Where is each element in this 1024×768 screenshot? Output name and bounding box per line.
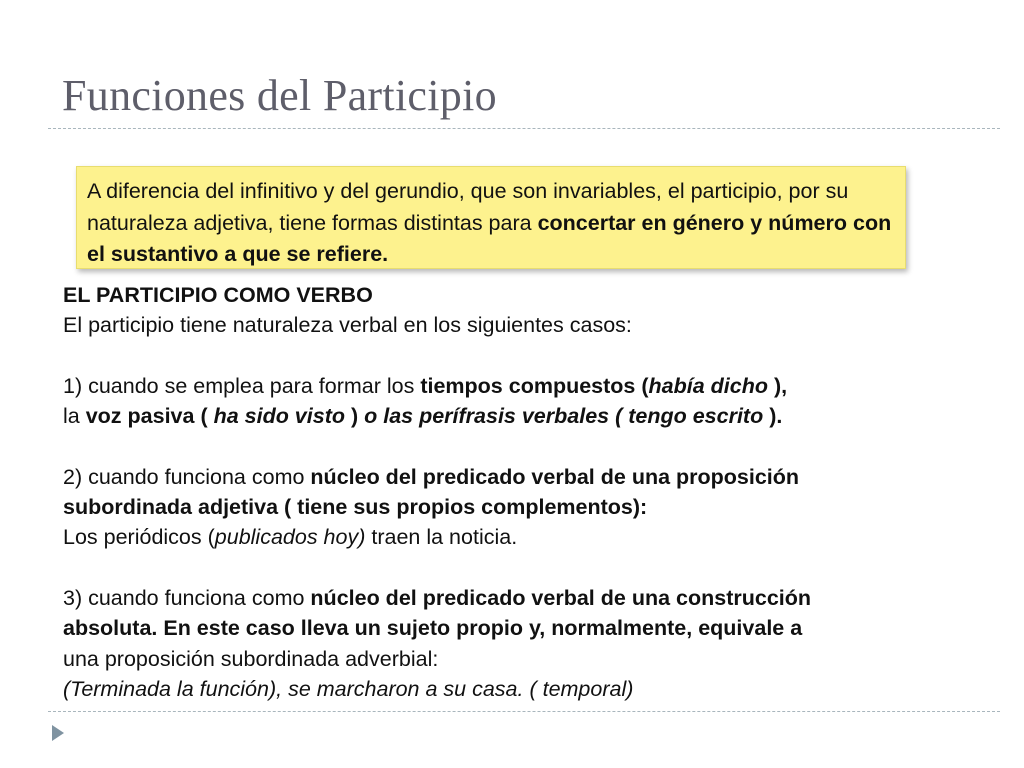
item1-italic-2: ha sido visto [213, 404, 351, 429]
callout-text-bold: concertar en género y número con el sustantivo a que se refiere. [87, 210, 892, 266]
item2-bold-1: núcleo del predicado verbal de una proposición [310, 464, 800, 489]
item2-example [63, 522, 943, 552]
item3-example-italic: (Terminada la función), se marcharon a su casa. ( temporal) [63, 676, 634, 701]
item3-bold-2: absoluta. En este caso lleva un sujeto propio y, normalmente, equivale a [63, 616, 803, 641]
footer-divider [48, 711, 1000, 712]
callout-text: A diferencia del infinitivo y del gerundio, que son invariables, el participio, por su naturaleza adjetiva, tiene formas distintas para [87, 179, 849, 235]
item1-bold-1: tiempos compuestos ( [420, 373, 649, 398]
item3-line3: una proposición subordinada adverbial: [63, 646, 439, 671]
item1-bold-3: voz pasiva ( [85, 404, 214, 429]
item1-line2-lead: la [63, 404, 86, 429]
item3-line1 [63, 583, 943, 613]
item2-example-tail: traen la noticia. [365, 525, 518, 550]
item1-bold-5: ). [769, 404, 783, 429]
item1-lead: 1) cuando se emplea para formar los [63, 373, 421, 398]
item2-line1 [63, 462, 943, 492]
item3-line2 [63, 613, 943, 643]
item3-example [63, 674, 943, 704]
item1-italic-3: o las perífrasis verbales ( tengo escrito [364, 404, 770, 429]
intro-line: El participio tiene naturaleza verbal en los siguientes casos: [63, 313, 632, 338]
item2-line2 [63, 492, 943, 522]
section-heading [63, 280, 943, 310]
title-divider [48, 128, 1000, 129]
item2-example-lead: Los periódicos ( [63, 525, 215, 550]
slide-title: Funciones del Participio [62, 71, 497, 120]
item1-line2 [63, 401, 943, 431]
item3-lead: 3) cuando funciona como [63, 585, 311, 610]
item1-line1 [63, 371, 943, 401]
item1-bold-4: ) [350, 404, 365, 429]
body-text [63, 280, 943, 704]
callout-note [76, 166, 906, 269]
item2-bold-2: subordinada adjetiva ( tiene sus propios complementos): [63, 495, 648, 520]
item1-italic-1: había dicho [648, 373, 774, 398]
item1-bold-2: ), [773, 373, 788, 398]
item2-example-italic: publicados hoy) [214, 525, 366, 550]
item2-lead: 2) cuando funciona como [63, 464, 311, 489]
triangle-bullet-icon [51, 724, 65, 742]
item3-bold-1: núcleo del predicado verbal de una construcción [310, 585, 812, 610]
section-heading-text: EL PARTICIPIO COMO VERBO [63, 283, 373, 307]
